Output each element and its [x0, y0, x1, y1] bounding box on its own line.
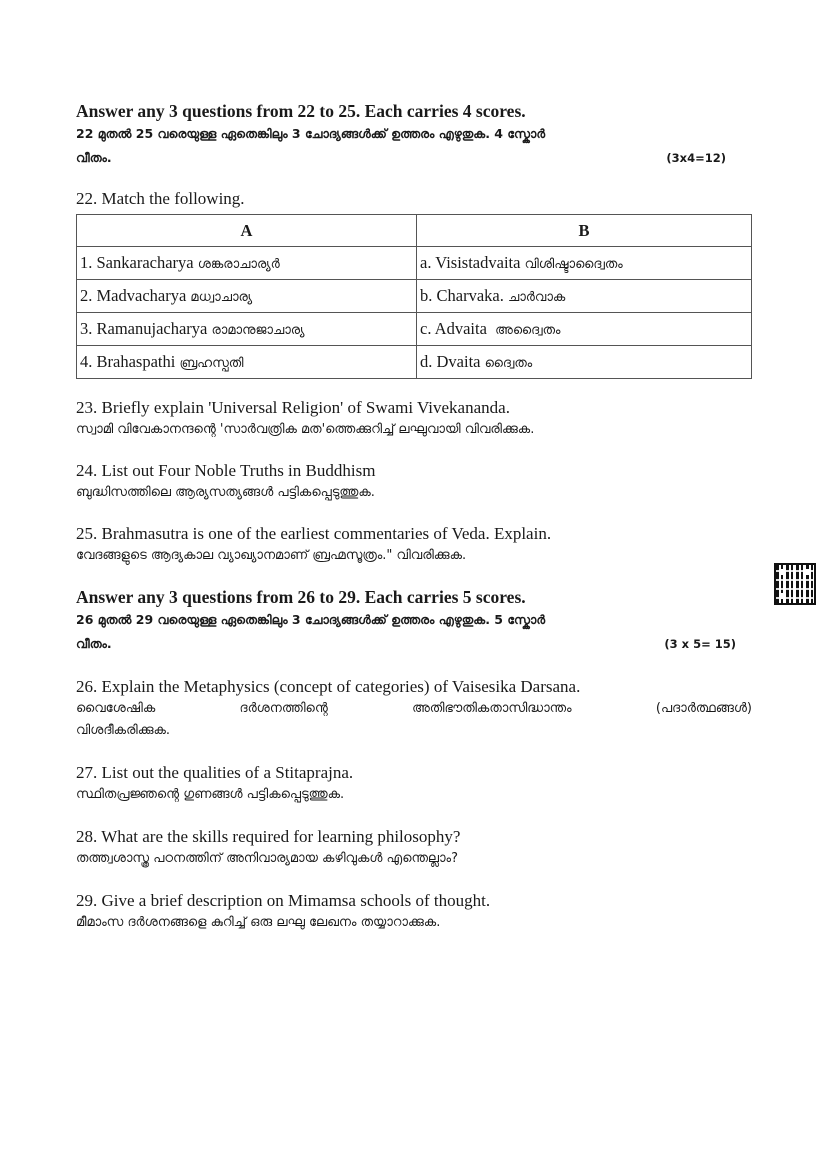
section-instruction-ml: 22 മുതൽ 25 വരെയുള്ള ഏതെങ്കിലും 3 ചോദ്യങ്ങൾക്ക് ഉത്തരം എഴുതുക. 4 സ്കോർ: [76, 126, 546, 141]
table-row: [77, 280, 752, 313]
table-row: [77, 247, 752, 280]
question-text: 22. Match the following.: [76, 189, 245, 208]
question-23: [76, 397, 752, 441]
section-instruction-ml-cont: വീതം.: [76, 150, 112, 165]
question-text-ml: വൈശേഷിക ദർശനത്തിന്റെ അതിഭൗതികതാസിദ്ധാന്തം (പദാർത്ഥങ്ങൾ): [76, 701, 752, 716]
question-text: 29. Give a brief description on Mimamsa schools of thought.: [76, 891, 491, 910]
question-27: [76, 762, 752, 806]
section-instruction-row: [76, 632, 752, 656]
section-heading: Answer any 3 questions from 26 to 29. Each carries 5 scores.: [76, 587, 526, 607]
table-row: [77, 346, 752, 379]
question-text-ml: സ്വാമി വിവേകാനന്ദന്റെ 'സാർവത്രിക മത'ത്തെക്കുറിച്ച് ലഘുവായി വിവരിക്കുക.: [76, 422, 535, 437]
question-text: 25. Brahmasutra is one of the earliest commentaries of Veda. Explain.: [76, 524, 552, 543]
question-text-ml: തത്ത്വശാസ്ത്ര പഠനത്തിന് അനിവാര്യമായ കഴിവുകൾ എന്തെല്ലാം?: [76, 851, 458, 866]
question-text-ml: മീമാംസ ദർശനങ്ങളെ കുറിച്ച് ഒരു ലഘു ലേഖനം തയ്യാറാക്കുക.: [76, 915, 441, 930]
question-22: [76, 188, 752, 379]
section-heading: Answer any 3 questions from 22 to 25. Each carries 4 scores.: [76, 101, 526, 121]
question-text-ml-cont: വിശദീകരിക്കുക.: [76, 723, 171, 738]
column-header-b: B: [417, 215, 752, 247]
score-label: (3x4=12): [666, 151, 726, 165]
table-cell: a. Visistadvaita വിശിഷ്ടാദ്വൈതം: [417, 247, 752, 280]
table-cell: 4. Brahaspathi ബ്രഹസ്പതി: [77, 346, 417, 379]
score-label: (3 x 5= 15): [664, 637, 736, 651]
question-text: 23. Briefly explain 'Universal Religion' of Swami Vivekananda.: [76, 398, 510, 417]
question-text-ml: ബുദ്ധിസത്തിലെ ആര്യസത്യങ്ങൾ പട്ടികപ്പെടുത്തുക.: [76, 485, 375, 500]
match-table: [76, 214, 752, 379]
table-cell: d. Dvaita ദ്വൈതം: [417, 346, 752, 379]
exam-page: [76, 100, 752, 934]
column-header-a: A: [77, 215, 417, 247]
table-cell: c. Advaita അദ്വൈതം: [417, 313, 752, 346]
section-26-29: [76, 586, 752, 656]
table-cell: 3. Ramanujacharya രാമാനുജാചാര്യ: [77, 313, 417, 346]
section-instruction-row: [76, 146, 752, 170]
question-text: 24. List out Four Noble Truths in Buddhism: [76, 461, 376, 480]
question-text: 28. What are the skills required for learning philosophy?: [76, 827, 461, 846]
section-instruction-ml-cont: വീതം.: [76, 636, 112, 651]
question-text: 27. List out the qualities of a Stitaprajna.: [76, 763, 354, 782]
section-instruction-ml: 26 മുതൽ 29 വരെയുള്ള ഏതെങ്കിലും 3 ചോദ്യങ്ങൾക്ക് ഉത്തരം എഴുതുക. 5 സ്കോർ: [76, 612, 546, 627]
question-text-ml: വേദങ്ങളുടെ ആദ്യകാല വ്യാഖ്യാനമാണ് ബ്രഹ്മസൂത്രം." വിവരിക്കുക.: [76, 548, 467, 563]
qr-code-icon: [776, 565, 814, 603]
section-22-25: [76, 100, 752, 170]
table-cell: b. Charvaka. ചാർവാക: [417, 280, 752, 313]
question-29: [76, 890, 752, 934]
table-cell: 1. Sankaracharya ശങ്കരാചാര്യർ: [77, 247, 417, 280]
question-25: [76, 523, 752, 567]
question-24: [76, 460, 752, 504]
question-28: [76, 826, 752, 870]
table-row: [77, 313, 752, 346]
question-text-ml: സ്ഥിതപ്രജ്ഞന്റെ ഗുണങ്ങൾ പട്ടികപ്പെടുത്തുക.: [76, 787, 345, 802]
question-text: 26. Explain the Metaphysics (concept of categories) of Vaisesika Darsana.: [76, 677, 581, 696]
table-cell: 2. Madvacharya മധ്വാചാര്യ: [77, 280, 417, 313]
question-26: [76, 676, 752, 742]
